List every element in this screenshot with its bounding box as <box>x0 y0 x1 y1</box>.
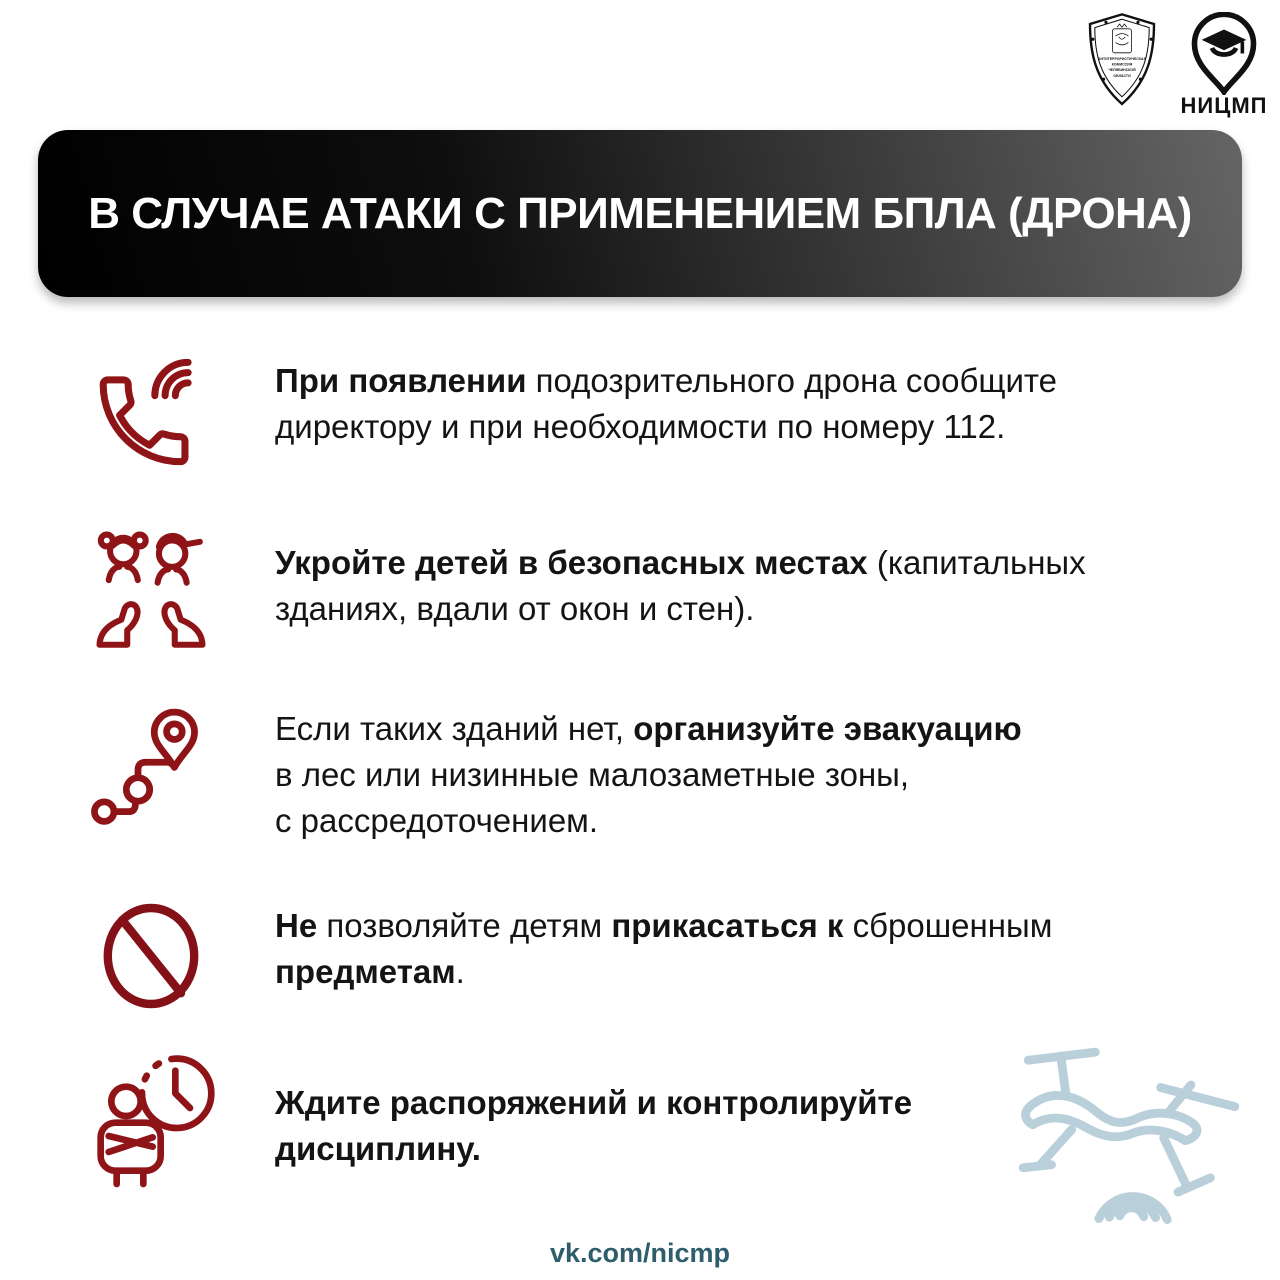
svg-text:ОБЛАСТИ: ОБЛАСТИ <box>1113 73 1131 78</box>
title-banner <box>38 130 1242 297</box>
children-in-hands-icon <box>85 520 217 656</box>
instruction-text-4: Не позволяйте детям прикасаться к сброшенным предметам. <box>275 907 1053 990</box>
svg-text:ЧЕЛЯБИНСКОЙ: ЧЕЛЯБИНСКОЙ <box>1108 68 1136 73</box>
instruction-text-5: Ждите распоряжений и контролируйте дисциплину. <box>275 1084 913 1167</box>
svg-text:КОМИССИЯ: КОМИССИЯ <box>1111 62 1133 67</box>
nicmp-logo <box>1182 12 1266 119</box>
drone-icon <box>995 1035 1275 1270</box>
instruction-text-2: Укройте детей в безопасных местах (капитальных зданиях, вдали от окон и стен). <box>275 544 1086 627</box>
svg-text:АНТИТЕРРОРИСТИЧЕСКАЯ: АНТИТЕРРОРИСТИЧЕСКАЯ <box>1097 57 1147 61</box>
crest-emblem <box>1112 24 1131 53</box>
instruction-text-1: При появлении подозрительного дрона сообщите директору и при необходимости по номеру 112. <box>275 362 1058 445</box>
waiting-person-clock-icon <box>85 1050 235 1186</box>
vk-link: vk.com/nicmp <box>549 1238 731 1268</box>
page-title: В СЛУЧАЕ АТАКИ С ПРИМЕНЕНИЕМ БПЛА (ДРОНА) <box>88 188 1192 238</box>
nicmp-label: НИЦМП <box>1180 93 1268 118</box>
instruction-text-3: Если таких зданий нет, организуйте эвакуацию в лес или низинные малозаметные зоны, с рассредоточением. <box>275 710 1022 839</box>
antiterror-commission-shield-logo <box>1082 12 1162 108</box>
graduation-pin-icon <box>1184 12 1264 95</box>
evacuation-route-icon <box>85 702 217 838</box>
phone-call-icon <box>85 352 217 488</box>
header-logos <box>1082 12 1266 119</box>
prohibition-icon <box>85 888 217 1024</box>
